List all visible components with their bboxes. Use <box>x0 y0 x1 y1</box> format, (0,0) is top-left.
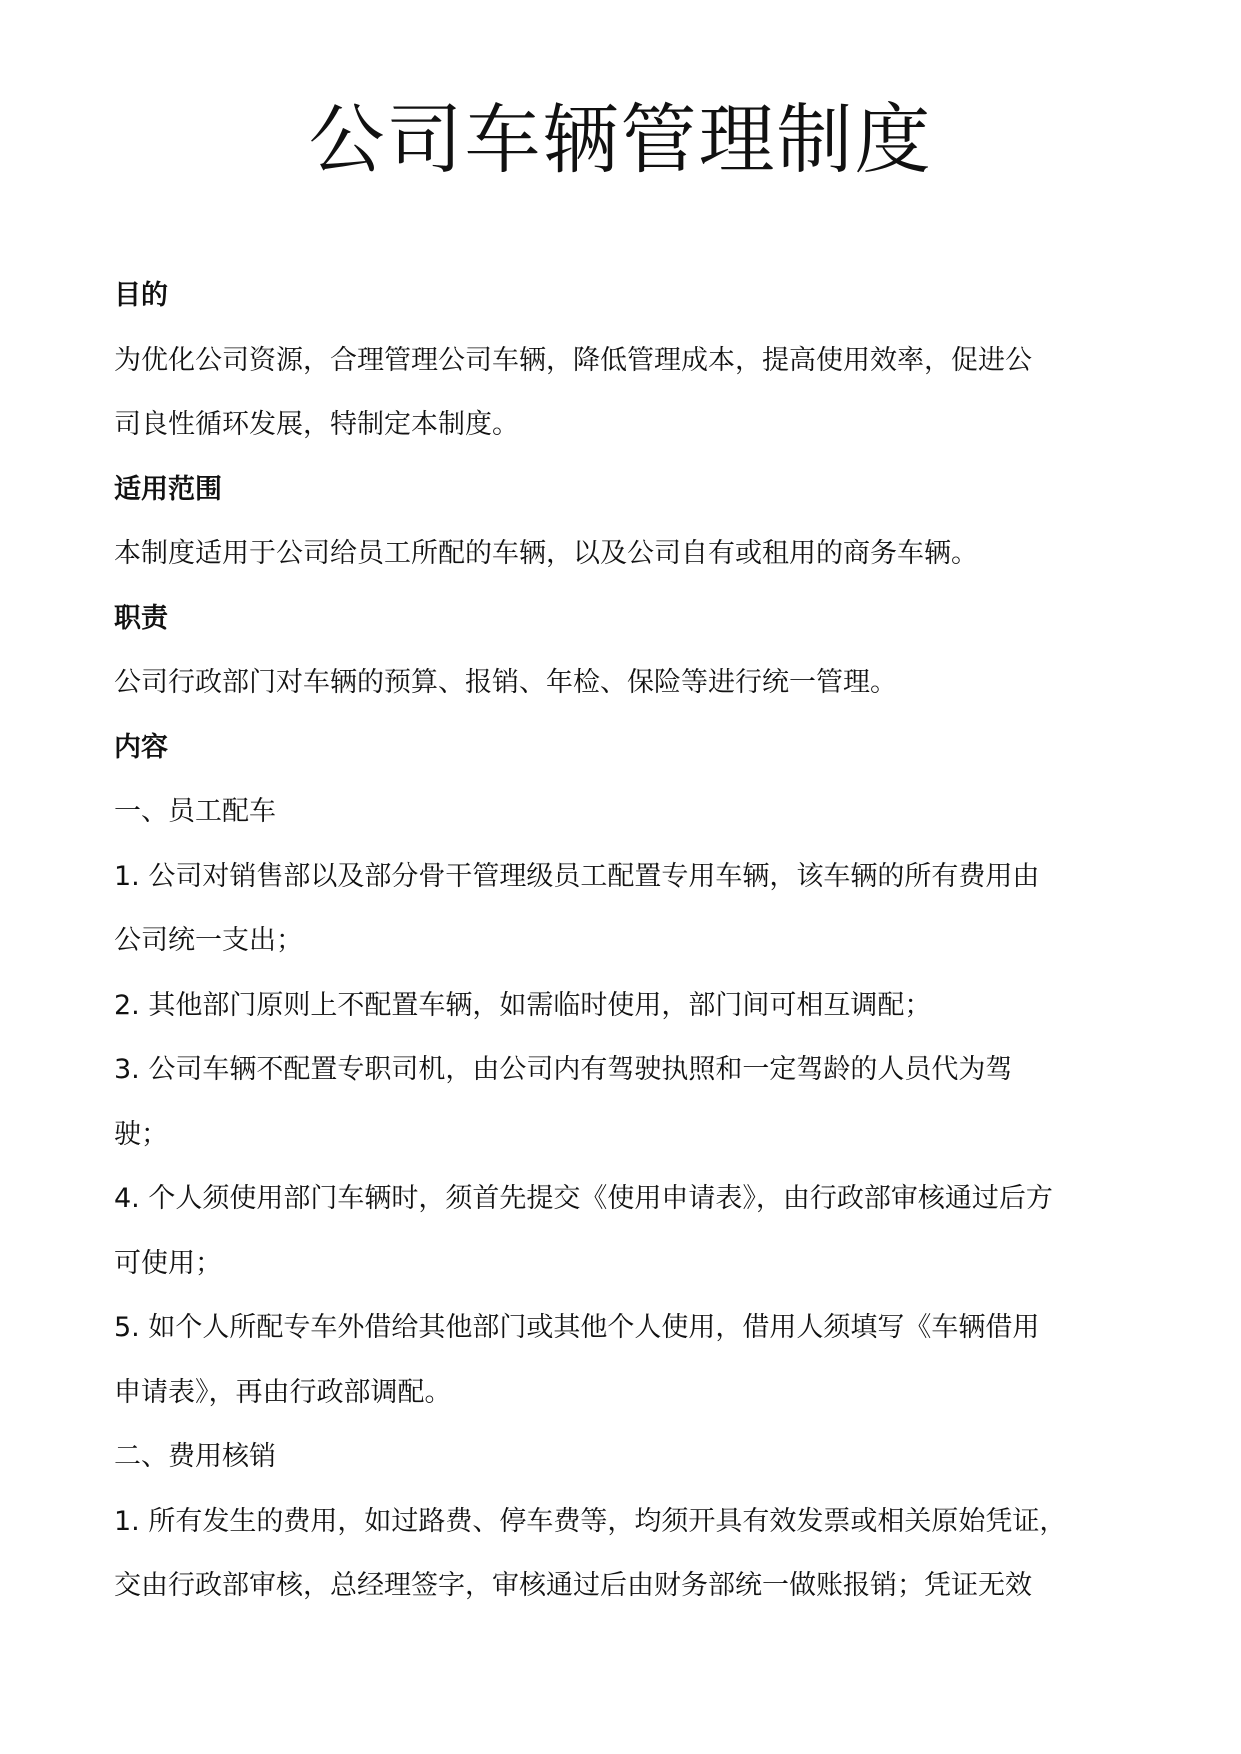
section-heading: 适用范围 <box>114 473 222 505</box>
section-heading: 内容 <box>114 731 168 763</box>
body-line: 本制度适用于公司给员工所配的车辆，以及公司自有或租用的商务车辆。 <box>114 538 978 569</box>
document-body <box>114 264 1134 1619</box>
list-item-line: 1. 所有发生的费用，如过路费、停车费等，均须开具有效发票或相关原始凭证， <box>114 1505 1067 1537</box>
list-item-line: 2. 其他部门原则上不配置车辆，如需临时使用，部门间可相互调配； <box>114 989 932 1021</box>
subsection-heading: 一、员工配车 <box>114 796 276 827</box>
list-item-line: 驶； <box>114 1118 168 1150</box>
body-line: 为优化公司资源，合理管理公司车辆，降低管理成本，提高使用效率，促进公 <box>114 344 1032 376</box>
body-line: 公司行政部门对车辆的预算、报销、年检、保险等进行统一管理。 <box>114 667 897 698</box>
list-item-line: 可使用； <box>114 1247 222 1279</box>
list-item-line: 3. 公司车辆不配置专职司机，由公司内有驾驶执照和一定驾龄的人员代为驾 <box>114 1054 1013 1085</box>
list-item-line: 1. 公司对销售部以及部分骨干管理级员工配置专用车辆，该车辆的所有费用由 <box>114 860 1040 892</box>
list-item-line: 申请表》，再由行政部调配。 <box>114 1376 452 1408</box>
section-heading: 目的 <box>114 280 168 311</box>
subsection-heading: 二、费用核销 <box>114 1441 276 1472</box>
body-line: 司良性循环发展，特制定本制度。 <box>114 409 519 440</box>
list-item-line: 4. 个人须使用部门车辆时，须首先提交《使用申请表》，由行政部审核通过后方 <box>114 1183 1053 1214</box>
list-item-line: 交由行政部审核，总经理签字，审核通过后由财务部统一做账报销；凭证无效 <box>114 1570 1032 1601</box>
section-heading: 职责 <box>114 602 168 634</box>
document-title: 公司车辆管理制度 <box>308 95 933 184</box>
list-item-line: 5. 如个人所配专车外借给其他部门或其他个人使用，借用人须填写《车辆借用 <box>114 1312 1040 1343</box>
list-item-line: 公司统一支出； <box>114 925 303 956</box>
